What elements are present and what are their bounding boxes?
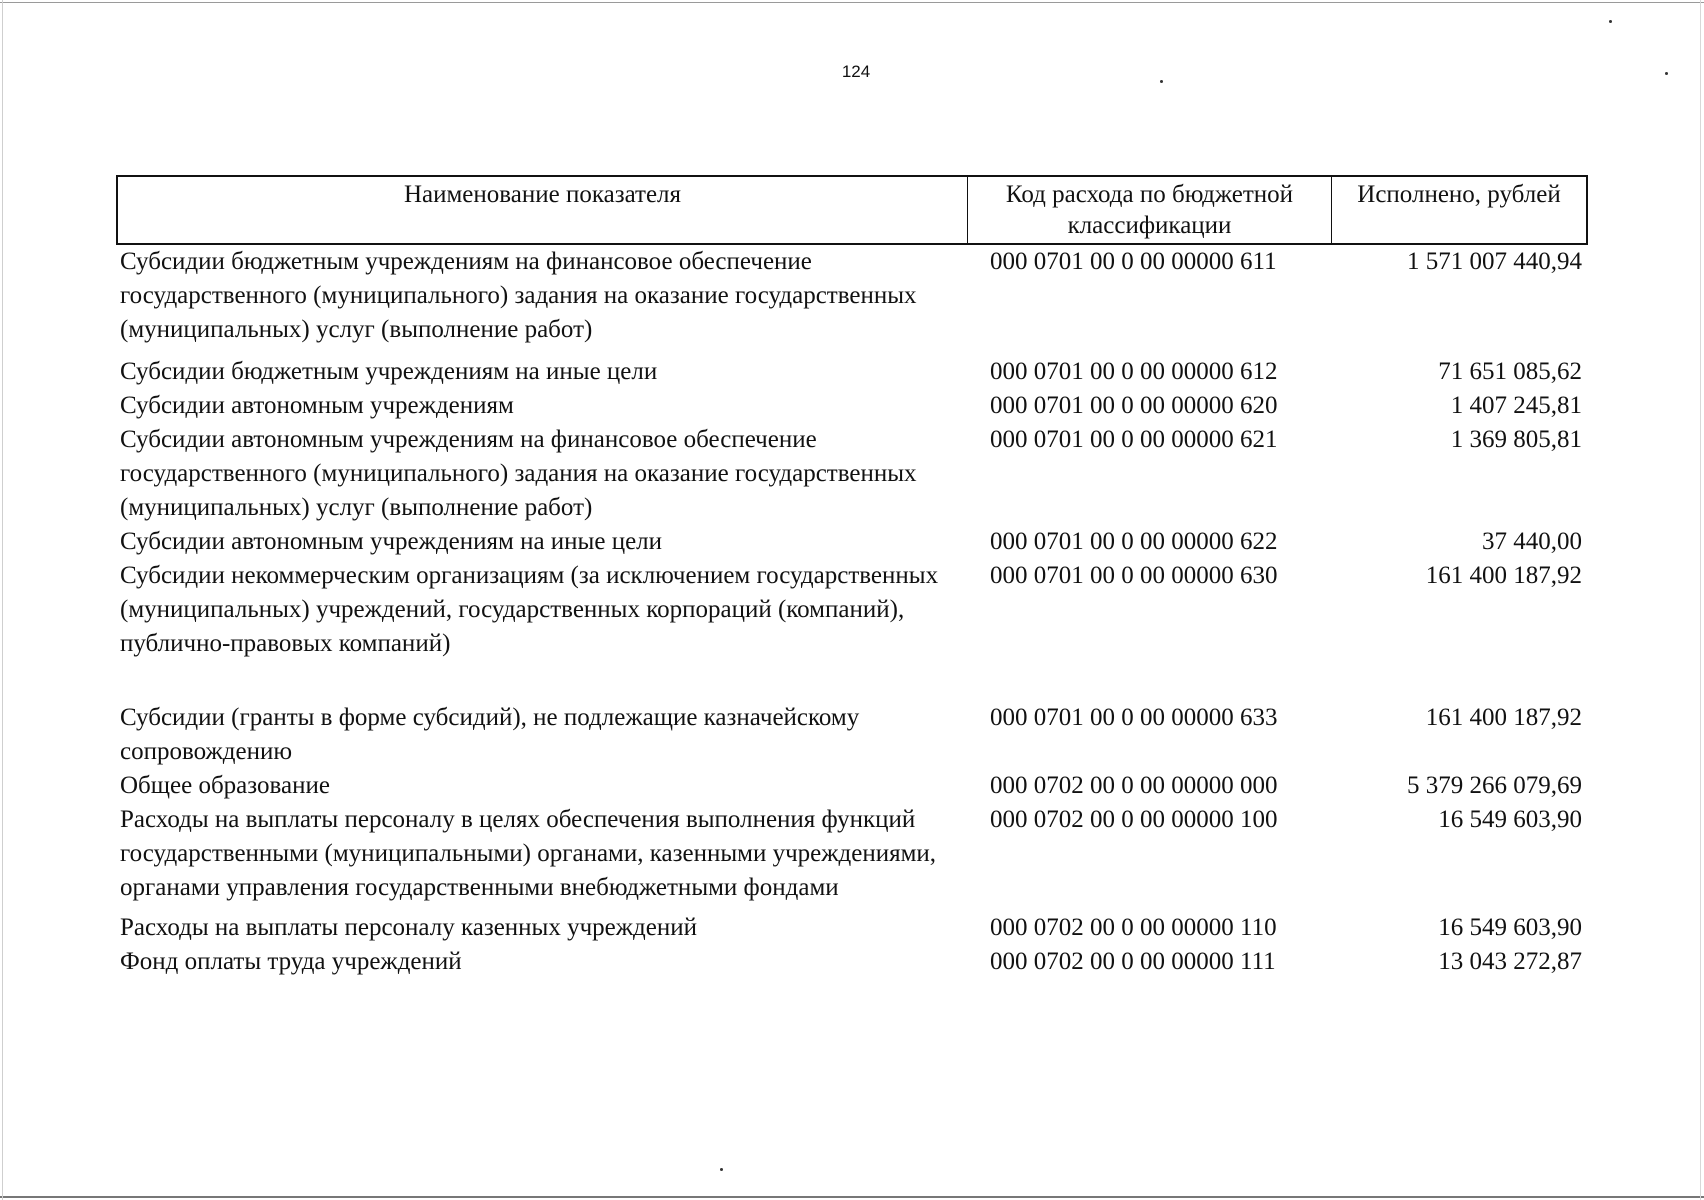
row-code: 000 0701 00 0 00 00000 621 (990, 426, 1278, 453)
row-name: Расходы на выплаты персоналу в целях обеспечения выполнения функций государственными (муниципальными) органами, казенными учреждениями, органами управления государственными внебюджетными фондами (120, 806, 937, 901)
table-row (116, 389, 1588, 423)
row-code: 000 0701 00 0 00 00000 630 (990, 562, 1278, 589)
row-name: Субсидии бюджетным учреждениям на иные цели (120, 358, 658, 385)
row-code: 000 0701 00 0 00 00000 622 (990, 528, 1278, 555)
table-row (116, 701, 1588, 769)
row-amount: 1 369 805,81 (1450, 426, 1582, 453)
row-amount: 161 400 187,92 (1425, 562, 1582, 589)
expenditure-table (116, 175, 1588, 979)
table-row (116, 945, 1588, 979)
scan-edge-top (0, 2, 1704, 3)
scan-edge-bottom (0, 1196, 1704, 1198)
table-row (116, 559, 1588, 661)
row-name: Субсидии (гранты в форме субсидий), не подлежащие казначейскому сопровождению (120, 704, 860, 765)
scan-speck (720, 1168, 723, 1171)
row-code: 000 0701 00 0 00 00000 620 (990, 392, 1278, 419)
row-amount: 16 549 603,90 (1438, 914, 1582, 941)
table-row (116, 769, 1588, 803)
row-amount: 71 651 085,62 (1438, 358, 1582, 385)
row-code: 000 0702 00 0 00 00000 100 (990, 806, 1278, 833)
row-amount: 1 571 007 440,94 (1407, 248, 1582, 275)
header-code: Код расхода по бюджетной классификации (968, 177, 1332, 243)
table-row (116, 355, 1588, 389)
row-name: Субсидии автономным учреждениям на финансовое обеспечение государственного (муниципального) задания на оказание государственных (муниципальных) услуг (выполнение работ) (120, 426, 917, 521)
row-code: 000 0702 00 0 00 00000 110 (990, 914, 1277, 941)
row-name: Общее образование (120, 772, 330, 799)
page-number: 124 (841, 62, 871, 81)
scan-speck (1609, 20, 1612, 23)
row-name: Субсидии бюджетным учреждениям на финансовое обеспечение государственного (муниципального) задания на оказание государственных (муниципальных) услуг (выполнение работ) (120, 248, 917, 343)
row-name: Субсидии автономным учреждениям (120, 392, 514, 419)
table-row (116, 803, 1588, 905)
row-name: Расходы на выплаты персоналу казенных учреждений (120, 914, 697, 941)
scan-edge-right (1700, 0, 1701, 1200)
row-code: 000 0701 00 0 00 00000 612 (990, 358, 1278, 385)
row-amount: 16 549 603,90 (1438, 806, 1582, 833)
row-name: Фонд оплаты труда учреждений (120, 948, 462, 975)
row-amount: 161 400 187,92 (1425, 704, 1582, 731)
row-code: 000 0702 00 0 00 00000 000 (990, 772, 1278, 799)
row-amount: 5 379 266 079,69 (1407, 772, 1582, 799)
table-row (116, 911, 1588, 945)
header-name: Наименование показателя (118, 177, 968, 243)
header-amount: Исполнено, рублей (1357, 181, 1561, 208)
table-header (116, 175, 1588, 245)
row-name: Субсидии автономным учреждениям на иные цели (120, 528, 663, 555)
row-code: 000 0701 00 0 00 00000 633 (990, 704, 1278, 731)
row-code: 000 0701 00 0 00 00000 611 (990, 248, 1277, 275)
row-amount: 37 440,00 (1482, 528, 1582, 555)
table-row (116, 423, 1588, 525)
row-code: 000 0702 00 0 00 00000 111 (990, 948, 1276, 975)
row-amount: 1 407 245,81 (1450, 392, 1582, 419)
scan-edge-left (2, 0, 3, 1200)
table-row (116, 245, 1588, 347)
table-row (116, 525, 1588, 559)
row-name: Субсидии некоммерческим организациям (за исключением государственных (муниципальных) учреждений, государственных корпораций (компаний), публично-правовых компаний) (120, 562, 939, 657)
row-amount: 13 043 272,87 (1438, 948, 1582, 975)
